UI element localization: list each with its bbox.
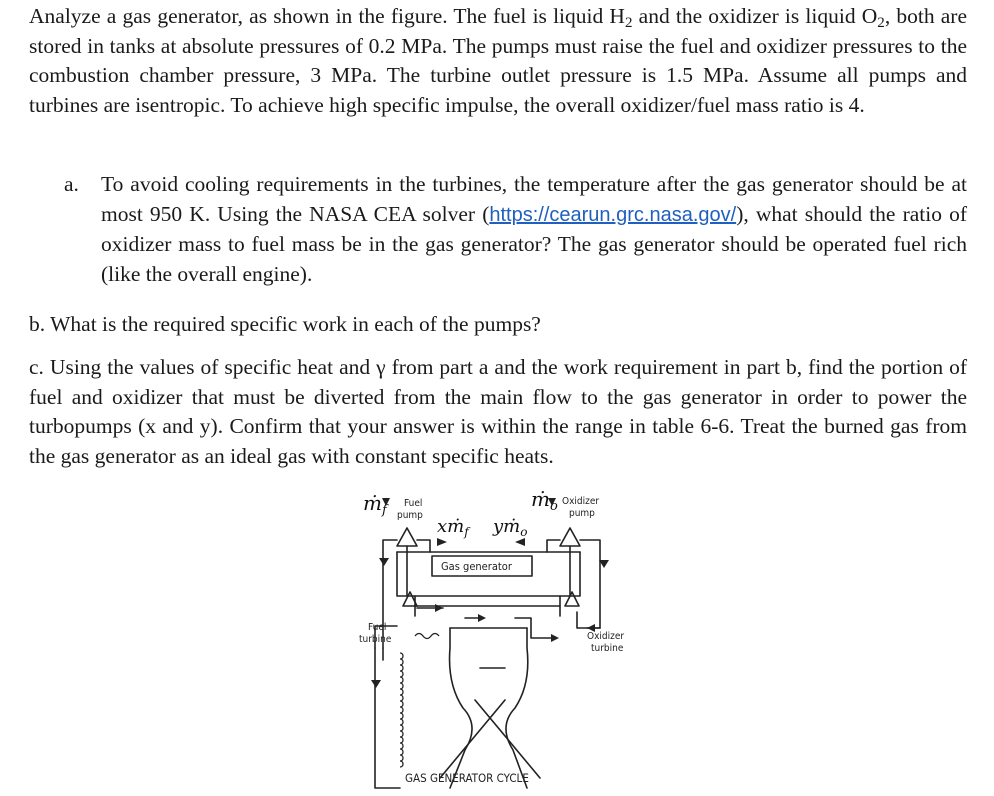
part-a (64, 170, 967, 289)
oxidizer-turbine-symbol (565, 592, 579, 606)
gas-generator-cycle-diagram (355, 487, 625, 793)
oxidizer-pump-symbol (560, 528, 580, 546)
fuel-pump-label-1: Fuel (404, 498, 423, 509)
problem-intro: Analyze a gas generator, as shown in the figure. The fuel is liquid $H_2$ and the oxidizer is liquid $O_2$, both are stored in tanks at absolute pressures of 0.2 MPa. The pumps must raise the fuel and oxidizer pressures to the combustion chamber pressure, 3 MPa. The turbine outlet pressure is 1.5 MPa. Assume all pumps and turbines are isentropic. To achieve high specific impulse, the overall oxidizer/fuel mass ratio is 4. (29, 4, 967, 117)
oxidizer-pump-label-2: pump (569, 508, 595, 519)
fuel-turbine-label-2: turbine (359, 634, 392, 645)
part-a-text: To avoid cooling requirements in the turbines, the temperature after the gas generator should be at most 950 K. Using the NASA CEA solver (https://cearun.grc.nasa.gov/), what should the ratio of oxidizer mass to fuel mass be in the gas generator? The gas generator should be operated fuel rich (like the overall engine). (101, 172, 967, 286)
fuel-mass-flow: ṁ$_f$ (363, 491, 387, 518)
fuel-turbine-label-1: Fuel (368, 622, 387, 633)
cea-solver-link[interactable]: https://cearun.grc.nasa.gov/ (489, 203, 737, 226)
part-a-marker: a. (64, 172, 79, 196)
part-b: b. What is the required specific work in each of the pumps? (29, 312, 541, 336)
gas-generator-label: Gas generator (441, 560, 512, 573)
oxidizer-mass-flow: ṁ$_o$ (531, 487, 558, 514)
fuel-pump-label-2: pump (397, 510, 423, 521)
oxidizer-turbine-label-1: Oxidizer (587, 631, 625, 642)
figure-caption: GAS GENERATOR CYCLE (405, 771, 529, 785)
oxidizer-diverted-flow: yṁ$_o$ (493, 516, 528, 539)
cooling-coil (400, 653, 403, 767)
part-c: c. Using the values of specific heat and γ from part a and the work requirement in part b, find the portion of fuel and oxidizer that must be diverted from the main flow to the gas generator in order to power the turbopumps (x and y). Confirm that your answer is within the range in table 6-6. Treat the burned gas from the gas generator as an ideal gas with constant specific heats. (29, 355, 967, 468)
fuel-diverted-flow: xṁ$_f$ (437, 516, 469, 539)
oxidizer-pump-label-1: Oxidizer (562, 496, 600, 507)
fuel-pump-symbol (397, 528, 417, 546)
oxidizer-turbine-label-2: turbine (591, 643, 624, 654)
